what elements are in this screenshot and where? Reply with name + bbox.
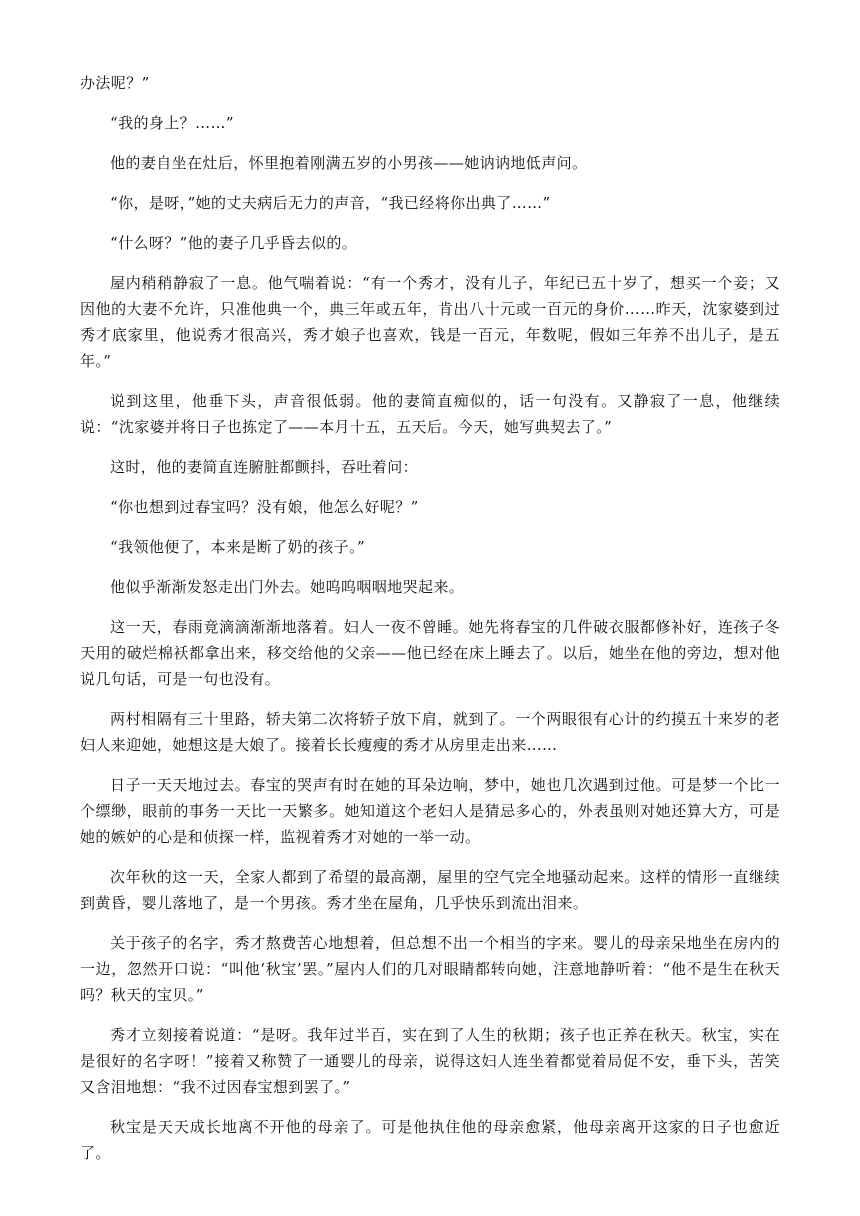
paragraph: “我的身上？……”: [110, 114, 234, 132]
paragraph: 屋内稍稍静寂了一息。他气喘着说：“有一个秀才，没有儿子，年纪已五十岁了，想买一个妾；又因他的大妻不允许，只准他典一个，典三年或五年，肯出八十元或一百元的身价……昨天，沈家婆到过秀才底家里，他说秀才很高兴，秀才娘子也喜欢，钱是一百元，年数呢，假如三年养不出儿子，是五年。”: [80, 274, 780, 370]
paragraph: 说到这里，他垂下头，声音很低弱。他的妻简直痴似的，话一句没有。又静寂了一息，他继续说：“沈家婆并将日子也拣定了——本月十五，五天后。今天，她写典契去了。”: [80, 392, 780, 436]
paragraph: 这时，他的妻简直连腑脏都颤抖，吞吐着问：: [110, 458, 419, 476]
paragraph: 日子一天天地过去。春宝的哭声有时在她的耳朵边响，梦中，她也几次遇到过他。可是梦一个比一个缥缈，眼前的事务一天比一天繁多。她知道这个老妇人是猜忌多心的，外表虽则对她还算大方，可是她的嫉妒的心是和侦探一样，监视着秀才对她的一举一动。: [80, 776, 780, 846]
paragraph: 办法呢？”: [80, 74, 150, 92]
paragraph: 两村相隔有三十里路，轿夫第二次将轿子放下肩，就到了。一个两眼很有心计的约摸五十来岁的老妇人来迎她，她想这是大娘了。接着长长瘦瘦的秀才从房里走出来……: [80, 710, 780, 754]
paragraph: 次年秋的这一天，全家人都到了希望的最高潮，屋里的空气完全地骚动起来。这样的情形一直继续到黄昏，婴儿落地了，是一个男孩。秀才坐在屋角，几乎快乐到流出泪来。: [80, 868, 780, 912]
paragraph: “你也想到过春宝吗？没有娘，他怎么好呢？”: [110, 498, 419, 516]
paragraph: 关于孩子的名字，秀才熬费苦心地想着，但总想不出一个相当的字来。婴儿的母亲呆地坐在房内的一边，忽然开口说：“叫他‘秋宝’罢。”屋内人们的几对眼睛都转向她，注意地静听着：“他不是生在秋天吗？秋天的宝贝。”: [80, 934, 780, 1004]
story-text: [80, 70, 780, 1180]
paragraph: “你，是呀，”她的丈夫病后无力的声音，“我已经将你出典了……”: [110, 194, 551, 212]
paragraph: 这一天，春雨竟滴滴渐渐地落着。妇人一夜不曾睡。她先将春宝的几件破衣服都修补好，连孩子冬天用的破烂棉袄都拿出来，移交给他的父亲——他已经在床上睡去了。以后，她坐在他的旁边，想对他说几句话，可是一句也没有。: [80, 618, 780, 688]
paragraph: “我领他便了，本来是断了奶的孩子。”: [110, 538, 366, 556]
paragraph: 他似乎渐渐发怒走出门外去。她呜呜咽咽地哭起来。: [110, 578, 465, 596]
paragraph: 秋宝是天天成长地离不开他的母亲了。可是他执住他的母亲愈紧，他母亲离开这家的日子也愈近了。: [80, 1118, 780, 1162]
paragraph: 他的妻自坐在灶后，怀里抱着刚满五岁的小男孩——她讷讷地低声问。: [110, 154, 588, 172]
paragraph: 秀才立刻接着说道：“是呀。我年过半百，实在到了人生的秋期；孩子也正养在秋天。秋宝，实在是很好的名字呀！”接着又称赞了一通婴儿的母亲，说得这妇人连坐着都觉着局促不安，垂下头，苦笑又含泪地想：“我不过因春宝想到罢了。”: [80, 1026, 780, 1096]
paragraph: “什么呀？”他的妻子几乎昏去似的。: [110, 234, 358, 252]
